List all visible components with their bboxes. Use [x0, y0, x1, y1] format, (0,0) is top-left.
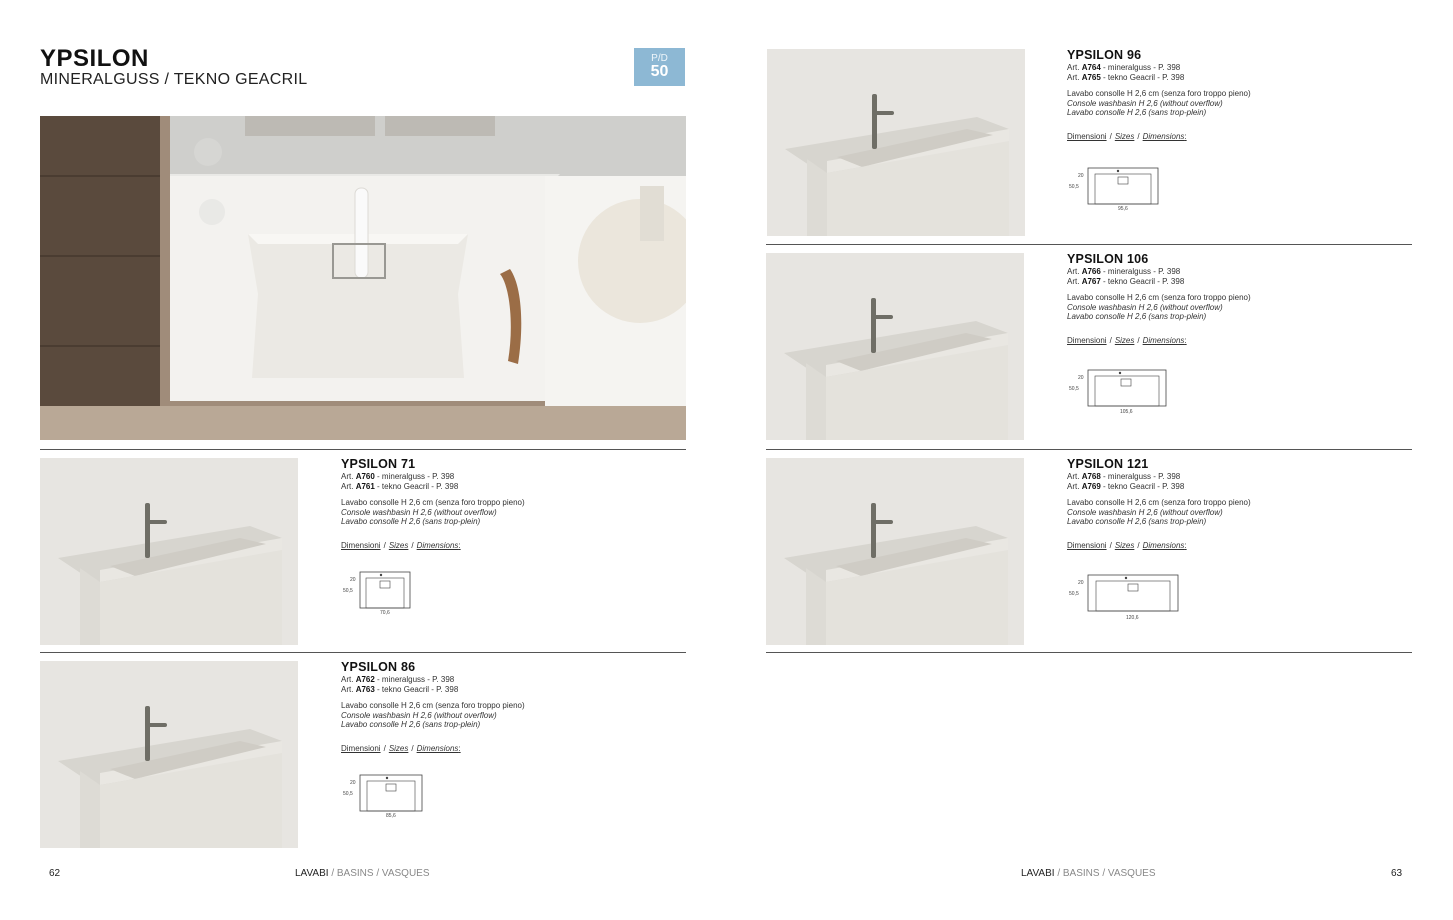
description-fr: Lavabo consolle H 2,6 (sans trop-plein)	[341, 517, 481, 526]
dimensions-label: Dimensioni / Sizes / Dimensions:	[341, 540, 461, 550]
dim-height: 50,5	[1069, 386, 1079, 392]
dimension-drawing-ypsilon-121	[1066, 571, 1186, 623]
pd-badge	[634, 48, 685, 86]
product-name: YPSILON 106	[1067, 252, 1149, 266]
description-it: Lavabo consolle H 2,6 cm (senza foro troppo pieno)	[341, 701, 525, 710]
article-line-2: Art. A767 - tekno Geacril - P. 398	[1067, 276, 1185, 286]
dimensions-label: Dimensioni / Sizes / Dimensions:	[341, 743, 461, 753]
product-ypsilon-96	[1067, 48, 1367, 141]
description-it: Lavabo consolle H 2,6 cm (senza foro troppo pieno)	[1067, 89, 1251, 98]
divider	[40, 449, 686, 450]
product-ypsilon-106	[1067, 252, 1367, 345]
dimension-drawing-ypsilon-86	[340, 769, 430, 821]
dim-height-top: 20	[1078, 173, 1084, 179]
product-name: YPSILON 71	[341, 457, 416, 471]
dimension-drawing-ypsilon-96	[1066, 162, 1166, 214]
product-photo-ypsilon-96	[767, 49, 1025, 236]
description-en: Console washbasin H 2,6 (without overflow)	[341, 710, 497, 720]
dimensions-label: Dimensioni / Sizes / Dimensions:	[1067, 131, 1187, 141]
product-name: YPSILON 121	[1067, 457, 1149, 471]
description-en: Console washbasin H 2,6 (without overflow)	[1067, 302, 1223, 312]
dimensions-label: Dimensioni / Sizes / Dimensions:	[1067, 335, 1187, 345]
page-title: YPSILON	[40, 45, 149, 72]
divider	[766, 652, 1412, 653]
dim-height-top: 20	[1078, 580, 1084, 586]
dim-height: 50,5	[1069, 184, 1079, 190]
description-it: Lavabo consolle H 2,6 cm (senza foro troppo pieno)	[1067, 293, 1251, 302]
description-fr: Lavabo consolle H 2,6 (sans trop-plein)	[341, 720, 481, 729]
divider	[40, 652, 686, 653]
badge-value: 50	[650, 63, 669, 80]
dim-width: 95,6	[1118, 206, 1128, 212]
product-ypsilon-121	[1067, 457, 1367, 550]
dim-height-top: 20	[350, 780, 356, 786]
product-name: YPSILON 96	[1067, 48, 1142, 62]
product-photo-ypsilon-86	[40, 661, 298, 848]
article-line-2: Art. A763 - tekno Geacril - P. 398	[341, 684, 459, 694]
page-number-right: 63	[1391, 868, 1403, 879]
dim-height-top: 20	[1078, 375, 1084, 381]
dimensions-label: Dimensioni / Sizes / Dimensions:	[1067, 540, 1187, 550]
article-line-2: Art. A769 - tekno Geacril - P. 398	[1067, 481, 1185, 491]
description-en: Console washbasin H 2,6 (without overflow)	[1067, 98, 1223, 108]
divider	[766, 244, 1412, 245]
divider	[766, 449, 1412, 450]
description-it: Lavabo consolle H 2,6 cm (senza foro troppo pieno)	[341, 498, 525, 507]
dim-width: 105,6	[1120, 409, 1133, 415]
product-name: YPSILON 86	[341, 660, 416, 674]
product-photo-ypsilon-121	[766, 458, 1024, 645]
product-ypsilon-86	[341, 660, 641, 753]
dim-height: 50,5	[343, 791, 353, 797]
hero-photo	[40, 116, 686, 440]
description-en: Console washbasin H 2,6 (without overflow)	[1067, 507, 1223, 517]
description-fr: Lavabo consolle H 2,6 (sans trop-plein)	[1067, 517, 1207, 526]
dim-height: 50,5	[343, 588, 353, 594]
article-line-1: Art. A766 - mineralguss - P. 398	[1067, 267, 1181, 276]
dim-height-top: 20	[350, 577, 356, 583]
dimension-drawing-ypsilon-71	[340, 566, 420, 618]
badge-label: P/D	[651, 53, 668, 64]
description-fr: Lavabo consolle H 2,6 (sans trop-plein)	[1067, 312, 1207, 321]
dim-height: 50,5	[1069, 591, 1079, 597]
description-it: Lavabo consolle H 2,6 cm (senza foro troppo pieno)	[1067, 498, 1251, 507]
product-photo-ypsilon-71	[40, 458, 298, 645]
article-line-2: Art. A765 - tekno Geacril - P. 398	[1067, 72, 1185, 82]
footer-section-left: LAVABI / BASINS / VASQUES	[295, 868, 430, 879]
dim-width: 70,6	[380, 610, 390, 616]
dimension-drawing-ypsilon-106	[1066, 366, 1172, 418]
dim-width: 120,6	[1126, 615, 1139, 621]
product-photo-ypsilon-106	[766, 253, 1024, 440]
article-line-1: Art. A768 - mineralguss - P. 398	[1067, 472, 1181, 481]
article-line-1: Art. A762 - mineralguss - P. 398	[341, 675, 455, 684]
footer-section-right: LAVABI / BASINS / VASQUES	[1021, 868, 1156, 879]
article-line-2: Art. A761 - tekno Geacril - P. 398	[341, 481, 459, 491]
product-ypsilon-71	[341, 457, 641, 550]
page-number-left: 62	[49, 868, 61, 879]
dim-width: 85,6	[386, 813, 396, 819]
article-line-1: Art. A764 - mineralguss - P. 398	[1067, 63, 1181, 72]
description-fr: Lavabo consolle H 2,6 (sans trop-plein)	[1067, 108, 1207, 117]
description-en: Console washbasin H 2,6 (without overflow)	[341, 507, 497, 517]
article-line-1: Art. A760 - mineralguss - P. 398	[341, 472, 455, 481]
page-subtitle: MINERALGUSS / TEKNO GEACRIL	[40, 71, 308, 88]
